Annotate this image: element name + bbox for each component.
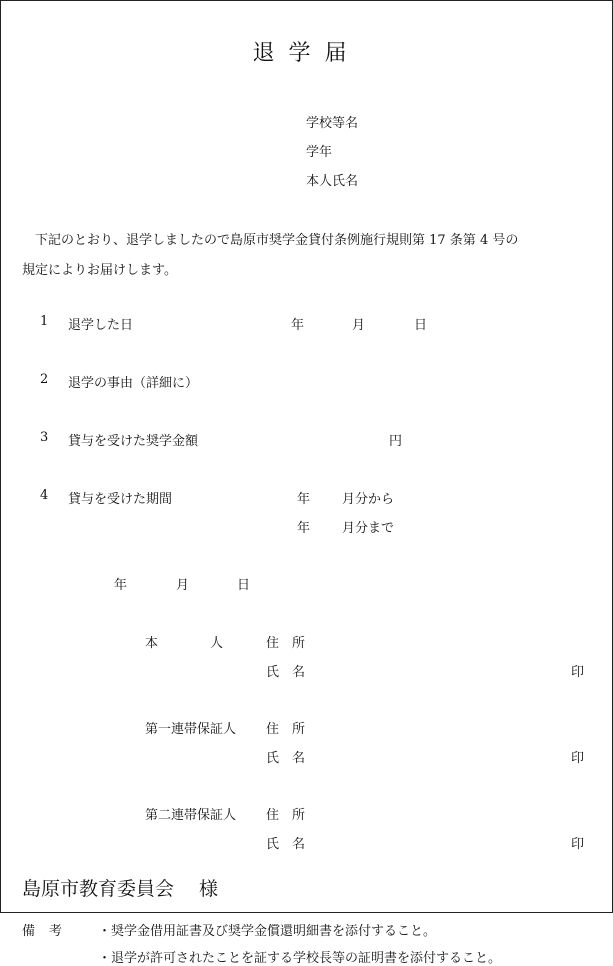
applicant-name-label: 本人氏名 bbox=[306, 174, 359, 189]
intro-paragraph bbox=[22, 226, 602, 286]
item-2-number: 2 bbox=[40, 372, 49, 387]
note-item-2: ・退学が許可されたことを証する学校長等の証明書を添付すること。 bbox=[98, 951, 502, 966]
signer-guarantor-2-name-label: 氏 名 bbox=[266, 837, 306, 852]
intro-line-2: 規定によりお届けします。 bbox=[22, 263, 177, 278]
school-name-label: 学校等名 bbox=[306, 116, 359, 131]
intro-line-1: 下記のとおり、退学しましたので島原市奨学金貸付条例施行規則第 17 条第 4 号の bbox=[35, 233, 519, 248]
item-4-label: 貸与を受けた期間 bbox=[68, 492, 173, 507]
item-1-number: 1 bbox=[40, 314, 49, 329]
signer-self-name-label: 氏 名 bbox=[266, 665, 306, 680]
yen-unit: 円 bbox=[389, 434, 403, 449]
signer-guarantor-1-address-label: 住 所 bbox=[266, 722, 306, 737]
signer-self-address-label: 住 所 bbox=[266, 636, 306, 651]
signer-self-role: 本 人 bbox=[145, 636, 224, 651]
signer-guarantor-2-role: 第二連帯保証人 bbox=[145, 808, 237, 823]
grade-label: 学年 bbox=[306, 145, 333, 160]
item-4-number: 4 bbox=[40, 488, 49, 503]
notes-label: 備考 bbox=[22, 924, 77, 939]
period-from-year-unit: 年 bbox=[297, 492, 311, 507]
signer-guarantor-2-address-label: 住 所 bbox=[266, 808, 306, 823]
signer-self-seal: 印 bbox=[571, 665, 585, 680]
withdrawal-month-unit: 月 bbox=[352, 318, 366, 333]
signer-guarantor-2-seal: 印 bbox=[571, 837, 585, 852]
note-item-1: ・奨学金借用証書及び奨学金償還明細書を添付すること。 bbox=[98, 924, 437, 939]
item-3-number: 3 bbox=[40, 430, 49, 445]
signer-guarantor-1-role: 第一連帯保証人 bbox=[145, 722, 237, 737]
item-3-label: 貸与を受けた奨学金額 bbox=[68, 434, 199, 449]
signer-guarantor-1-seal: 印 bbox=[571, 751, 585, 766]
submission-year-unit: 年 bbox=[114, 578, 128, 593]
document-title: 退学届 bbox=[252, 41, 361, 66]
withdrawal-day-unit: 日 bbox=[414, 318, 428, 333]
period-from-suffix: 月分から bbox=[342, 492, 395, 507]
period-to-suffix: 月分まで bbox=[342, 521, 395, 536]
submission-day-unit: 日 bbox=[237, 578, 251, 593]
item-2-label: 退学の事由（詳細に） bbox=[68, 376, 199, 391]
signer-guarantor-1-name-label: 氏 名 bbox=[266, 751, 306, 766]
period-to-year-unit: 年 bbox=[297, 521, 311, 536]
addressee: 島原市教育委員会 様 bbox=[22, 878, 219, 900]
item-1-label: 退学した日 bbox=[68, 318, 134, 333]
submission-month-unit: 月 bbox=[176, 578, 190, 593]
withdrawal-year-unit: 年 bbox=[291, 318, 305, 333]
